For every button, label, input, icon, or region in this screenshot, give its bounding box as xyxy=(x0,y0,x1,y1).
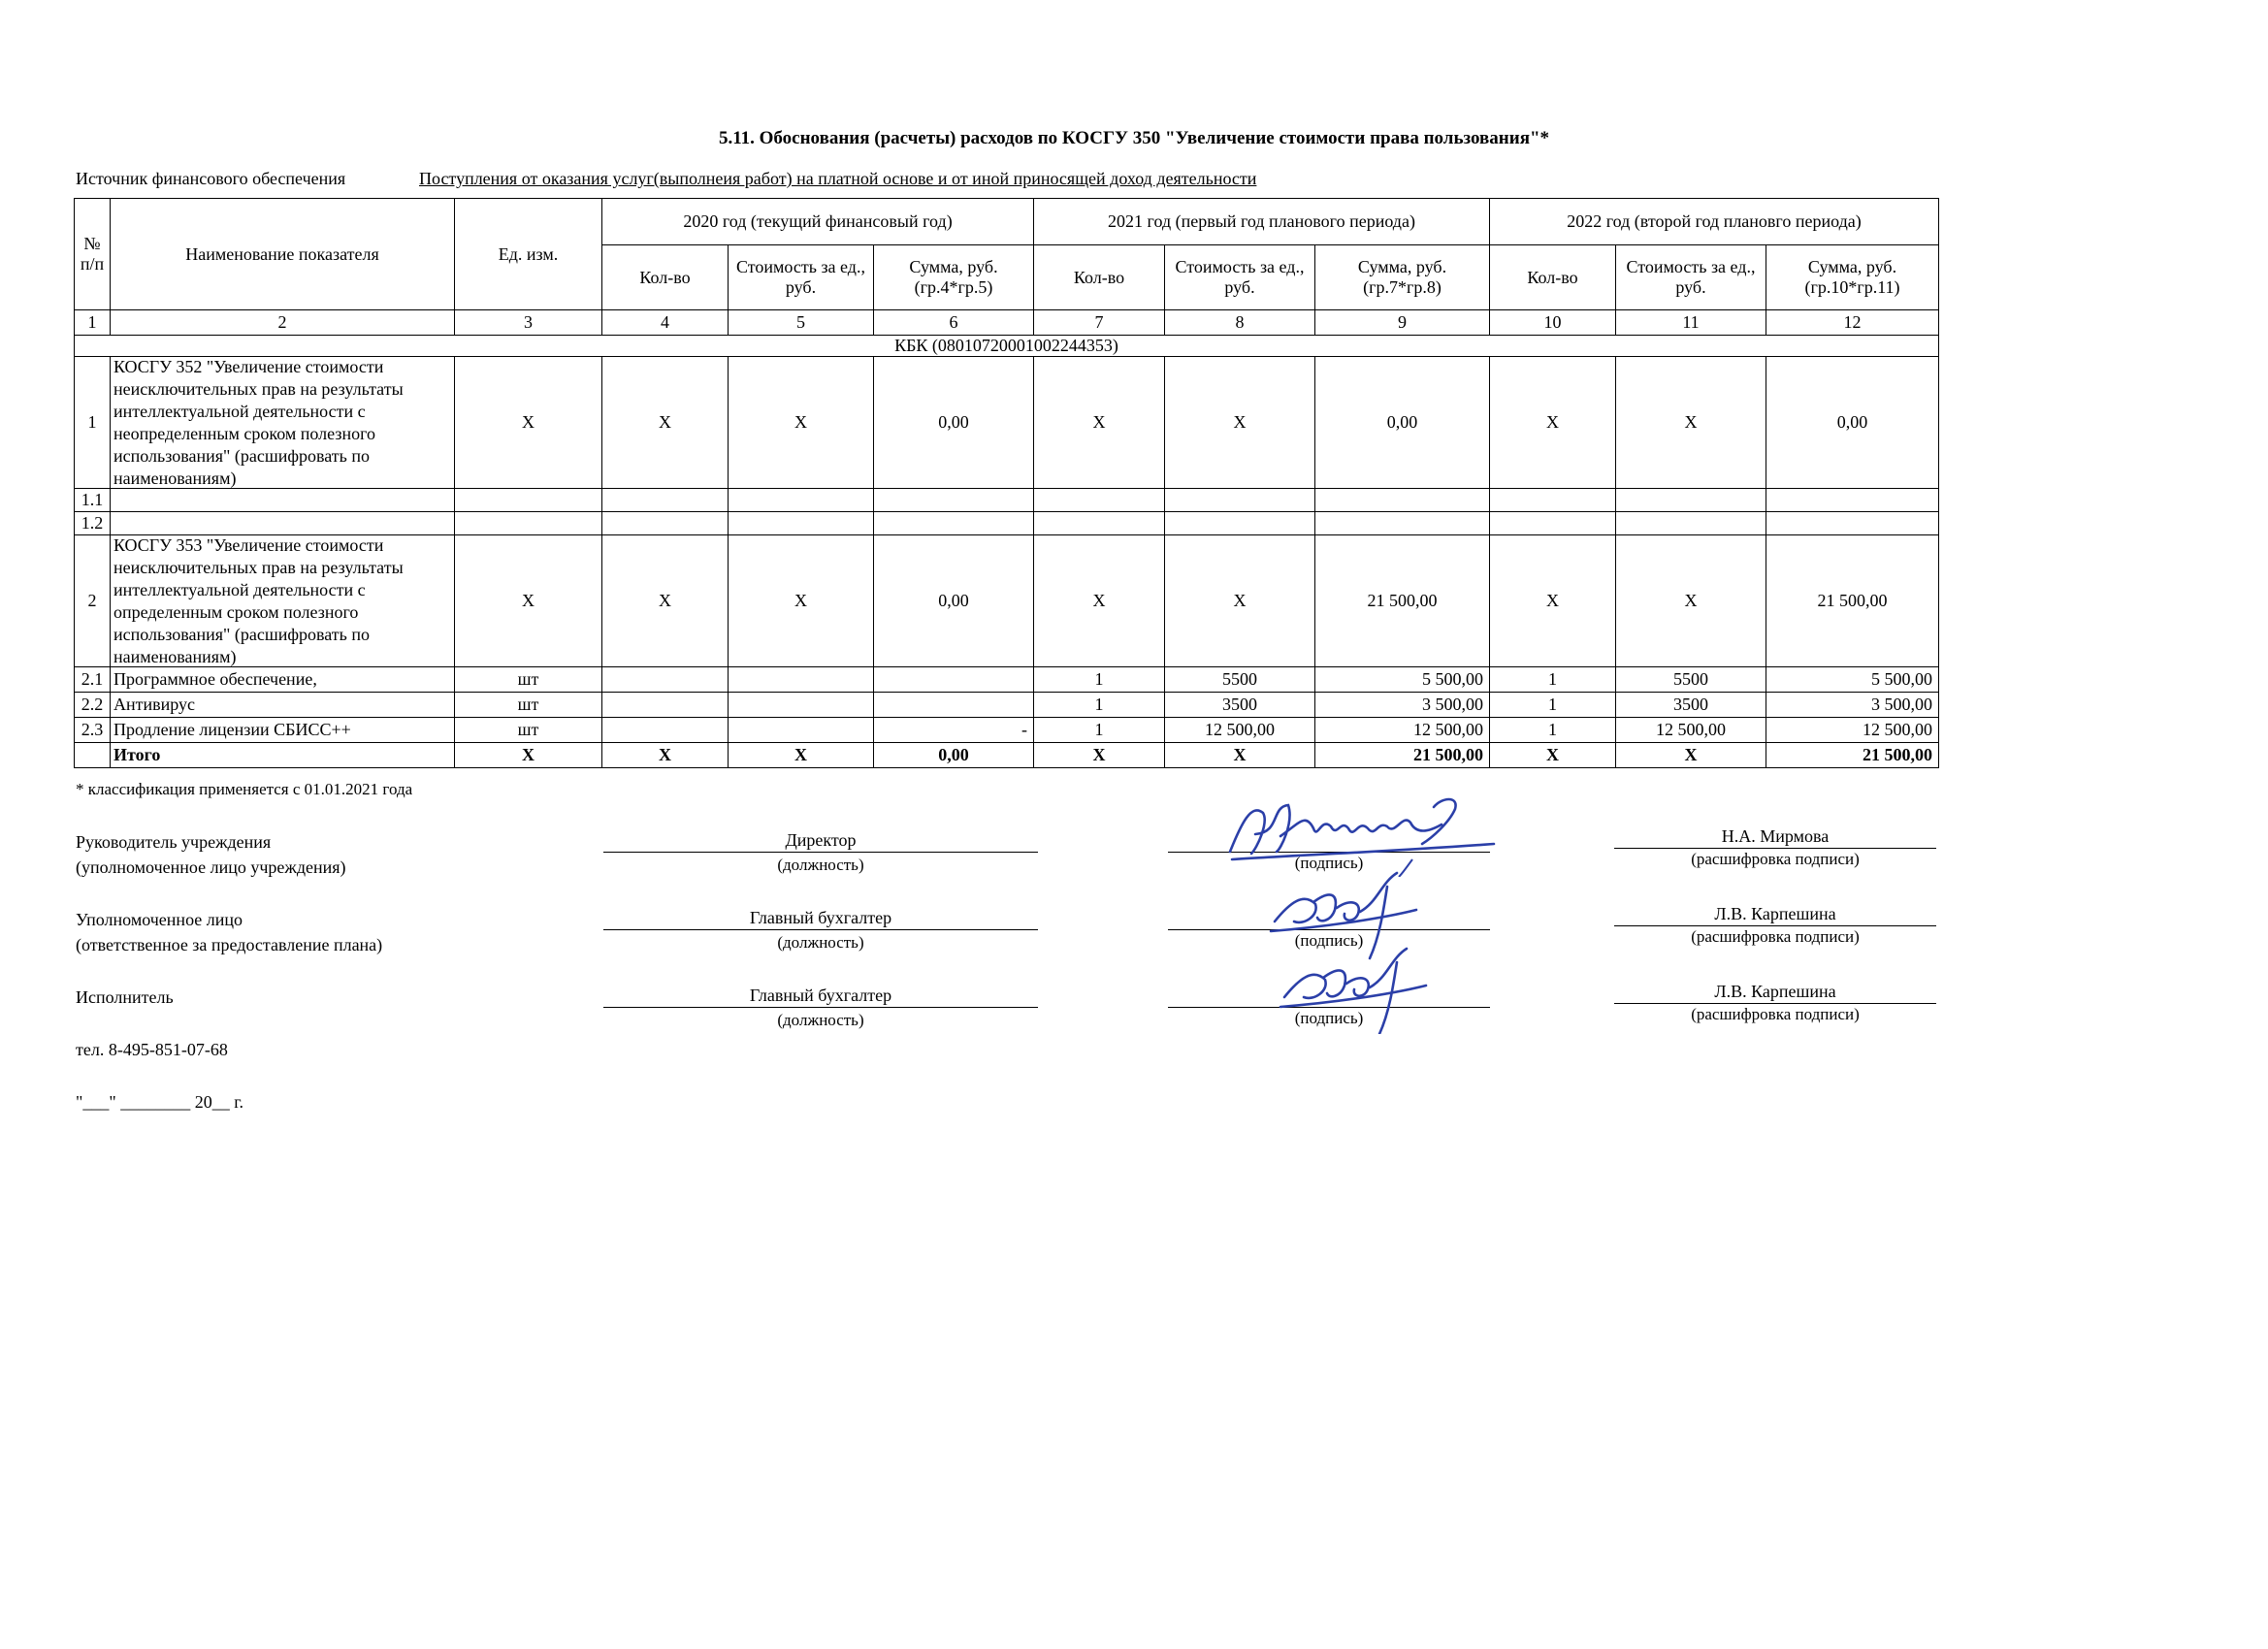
header-row-top xyxy=(75,199,1939,245)
row-price-2022 xyxy=(1616,489,1766,512)
row-sum-2021: 0,00 xyxy=(1315,357,1490,489)
row-sum-2021: 21 500,00 xyxy=(1315,535,1490,667)
position-caption: (должность) xyxy=(777,933,864,952)
row-sum-2021 xyxy=(1315,489,1490,512)
row-sum-2020: - xyxy=(874,718,1034,743)
header-price: Стоимость за ед., руб. xyxy=(1616,245,1766,310)
row-qty-2022: Х xyxy=(1490,535,1616,667)
row-qty-2021 xyxy=(1034,489,1165,512)
row-unit: шт xyxy=(455,718,602,743)
exec-signature-mark xyxy=(1271,937,1436,1034)
row-price-2020: Х xyxy=(729,535,874,667)
row-qty-2021: 1 xyxy=(1034,693,1165,718)
kbk-code: КБК (08010720001002244353) xyxy=(75,336,1939,357)
total-qty-2021: Х xyxy=(1034,743,1165,768)
row-price-2022 xyxy=(1616,512,1766,535)
row-qty-2020: Х xyxy=(602,357,729,489)
row-price-2022: 5500 xyxy=(1616,667,1766,693)
row-sum-2022: 21 500,00 xyxy=(1766,535,1939,667)
auth-position-line xyxy=(603,929,1038,930)
row-sum-2021 xyxy=(1315,512,1490,535)
header-year-2022: 2022 год (второй год плановго периода) xyxy=(1490,199,1939,245)
row-qty-2022 xyxy=(1490,512,1616,535)
auth-position: Главный бухгалтер xyxy=(749,908,892,927)
auth-name: Л.В. Карпешина xyxy=(1714,904,1836,923)
row-unit xyxy=(455,489,602,512)
header-year-2020: 2020 год (текущий финансовый год) xyxy=(602,199,1034,245)
total-price-2022: Х xyxy=(1616,743,1766,768)
row-sum-2020 xyxy=(874,489,1034,512)
header-unit: Ед. изм. xyxy=(455,199,602,310)
row-num: 2.1 xyxy=(75,667,111,693)
column-number: 5 xyxy=(729,310,874,336)
header-sum: Сумма, руб. (гр.10*гр.11) xyxy=(1766,245,1939,310)
row-name: КОСГУ 352 "Увеличение стоимости неисключительных прав на результаты интеллектуальной деятельности с неопределенным сроком полезного использования" (расшифровать по наименованиям) xyxy=(111,357,455,489)
row-qty-2020 xyxy=(602,718,729,743)
header-sum: Сумма, руб. (гр.7*гр.8) xyxy=(1315,245,1490,310)
total-unit: Х xyxy=(455,743,602,768)
page-title: 5.11. Обоснования (расчеты) расходов по КОСГУ 350 "Увеличение стоимости права пользования"* xyxy=(718,128,1550,148)
total-sum-2020: 0,00 xyxy=(874,743,1034,768)
exec-name-line xyxy=(1614,1003,1936,1004)
head-position: Директор xyxy=(785,830,857,850)
row-unit xyxy=(455,512,602,535)
head-name-line xyxy=(1614,848,1936,849)
header-name: Наименование показателя xyxy=(111,199,455,310)
row-num: 1.1 xyxy=(75,489,111,512)
table-row xyxy=(75,667,1939,693)
row-qty-2021: 1 xyxy=(1034,667,1165,693)
column-number: 11 xyxy=(1616,310,1766,336)
column-number: 7 xyxy=(1034,310,1165,336)
row-price-2020 xyxy=(729,718,874,743)
column-number: 4 xyxy=(602,310,729,336)
column-number: 1 xyxy=(75,310,111,336)
row-qty-2021: Х xyxy=(1034,357,1165,489)
column-number: 2 xyxy=(111,310,455,336)
position-caption: (должность) xyxy=(777,1011,864,1029)
total-row xyxy=(75,743,1939,768)
table-row xyxy=(75,535,1939,667)
exec-label: Исполнитель xyxy=(76,987,174,1007)
row-sum-2020 xyxy=(874,512,1034,535)
row-price-2020 xyxy=(729,693,874,718)
row-qty-2020 xyxy=(602,489,729,512)
total-sum-2022: 21 500,00 xyxy=(1766,743,1939,768)
head-name: Н.А. Мирмова xyxy=(1721,826,1830,846)
row-sum-2022: 3 500,00 xyxy=(1766,693,1939,718)
row-sum-2022: 0,00 xyxy=(1766,357,1939,489)
row-price-2021: 3500 xyxy=(1165,693,1315,718)
date-line: "___" ________ 20__ г. xyxy=(76,1092,244,1112)
row-sum-2022 xyxy=(1766,512,1939,535)
row-qty-2022: 1 xyxy=(1490,693,1616,718)
row-qty-2020 xyxy=(602,512,729,535)
name-caption: (расшифровка подписи) xyxy=(1691,850,1860,868)
total-price-2020: Х xyxy=(729,743,874,768)
footnote: * классификация применяется с 01.01.2021 года xyxy=(76,780,413,798)
row-unit: шт xyxy=(455,693,602,718)
name-caption: (расшифровка подписи) xyxy=(1691,1005,1860,1023)
phone: тел. 8-495-851-07-68 xyxy=(76,1040,228,1059)
head-position-line xyxy=(603,852,1038,853)
row-name: Продление лицензии СБИСС++ xyxy=(111,718,455,743)
row-price-2022: 12 500,00 xyxy=(1616,718,1766,743)
row-qty-2020 xyxy=(602,667,729,693)
column-number: 8 xyxy=(1165,310,1315,336)
header-price: Стоимость за ед., руб. xyxy=(1165,245,1315,310)
row-sum-2022 xyxy=(1766,489,1939,512)
total-qty-2020: Х xyxy=(602,743,729,768)
header-year-2021: 2021 год (первый год планового периода) xyxy=(1034,199,1490,245)
row-num: 2.2 xyxy=(75,693,111,718)
column-number: 3 xyxy=(455,310,602,336)
row-qty-2021: Х xyxy=(1034,535,1165,667)
head-sublabel: (уполномоченное лицо учреждения) xyxy=(76,857,346,877)
signature-caption: (подпись) xyxy=(1294,1009,1364,1027)
row-qty-2021: 1 xyxy=(1034,718,1165,743)
row-sum-2020: 0,00 xyxy=(874,535,1034,667)
column-number: 6 xyxy=(874,310,1034,336)
row-price-2022: Х xyxy=(1616,357,1766,489)
header-num: № п/п xyxy=(75,199,111,310)
row-sum-2021: 5 500,00 xyxy=(1315,667,1490,693)
total-qty-2022: Х xyxy=(1490,743,1616,768)
row-price-2022: Х xyxy=(1616,535,1766,667)
exec-position: Главный бухгалтер xyxy=(749,986,892,1005)
name-caption: (расшифровка подписи) xyxy=(1691,927,1860,946)
row-sum-2022: 5 500,00 xyxy=(1766,667,1939,693)
header-price: Стоимость за ед., руб. xyxy=(729,245,874,310)
row-price-2021: Х xyxy=(1165,357,1315,489)
column-number: 9 xyxy=(1315,310,1490,336)
column-number: 12 xyxy=(1766,310,1939,336)
row-price-2021: Х xyxy=(1165,535,1315,667)
row-sum-2020 xyxy=(874,693,1034,718)
header-qty: Кол-во xyxy=(1034,245,1165,310)
row-num: 2.3 xyxy=(75,718,111,743)
position-caption: (должность) xyxy=(777,856,864,874)
signature-caption: (подпись) xyxy=(1294,931,1364,950)
total-sum-2021: 21 500,00 xyxy=(1315,743,1490,768)
row-qty-2022: 1 xyxy=(1490,718,1616,743)
row-num: 1 xyxy=(75,357,111,489)
header-qty: Кол-во xyxy=(1490,245,1616,310)
row-price-2020 xyxy=(729,667,874,693)
table-row xyxy=(75,512,1939,535)
header-qty: Кол-во xyxy=(602,245,729,310)
header-sum: Сумма, руб. (гр.4*гр.5) xyxy=(874,245,1034,310)
row-sum-2020 xyxy=(874,667,1034,693)
kbk-row xyxy=(75,336,1939,357)
row-sum-2022: 12 500,00 xyxy=(1766,718,1939,743)
signature-caption: (подпись) xyxy=(1294,854,1364,872)
row-qty-2020: Х xyxy=(602,535,729,667)
row-price-2021 xyxy=(1165,512,1315,535)
exec-name: Л.В. Карпешина xyxy=(1714,982,1836,1001)
row-price-2021: 5500 xyxy=(1165,667,1315,693)
row-sum-2021: 12 500,00 xyxy=(1315,718,1490,743)
funding-source-label: Источник финансового обеспечения xyxy=(76,169,346,188)
total-label: Итого xyxy=(111,743,455,768)
row-qty-2022: Х xyxy=(1490,357,1616,489)
row-sum-2021: 3 500,00 xyxy=(1315,693,1490,718)
total-num xyxy=(75,743,111,768)
row-name: Программное обеспечение, xyxy=(111,667,455,693)
row-sum-2020: 0,00 xyxy=(874,357,1034,489)
table-row xyxy=(75,693,1939,718)
auth-label: Уполномоченное лицо xyxy=(76,910,243,929)
row-price-2020 xyxy=(729,489,874,512)
row-name xyxy=(111,512,455,535)
row-qty-2022: 1 xyxy=(1490,667,1616,693)
row-price-2020: Х xyxy=(729,357,874,489)
row-price-2022: 3500 xyxy=(1616,693,1766,718)
funding-source-value: Поступления от оказания услуг(выполнеия работ) на платной основе и от иной приносящей доход деятельности xyxy=(419,169,1257,188)
row-name: Антивирус xyxy=(111,693,455,718)
row-name: КОСГУ 353 "Увеличение стоимости неисключительных прав на результаты интеллектуальной деятельности с определенным сроком полезного использования" (расшифровать по наименованиям) xyxy=(111,535,455,667)
row-qty-2020 xyxy=(602,693,729,718)
head-label: Руководитель учреждения xyxy=(76,832,272,852)
row-unit: Х xyxy=(455,357,602,489)
table-row xyxy=(75,489,1939,512)
table-row xyxy=(75,357,1939,489)
row-price-2021 xyxy=(1165,489,1315,512)
column-number: 10 xyxy=(1490,310,1616,336)
total-price-2021: Х xyxy=(1165,743,1315,768)
table-row xyxy=(75,718,1939,743)
exec-position-line xyxy=(603,1007,1038,1008)
row-num: 2 xyxy=(75,535,111,667)
row-name xyxy=(111,489,455,512)
row-price-2021: 12 500,00 xyxy=(1165,718,1315,743)
expense-table xyxy=(74,198,1939,768)
row-price-2020 xyxy=(729,512,874,535)
column-number-row xyxy=(75,310,1939,336)
auth-name-line xyxy=(1614,925,1936,926)
auth-sublabel: (ответственное за предоставление плана) xyxy=(76,935,383,954)
row-unit: Х xyxy=(455,535,602,667)
row-qty-2022 xyxy=(1490,489,1616,512)
row-num: 1.2 xyxy=(75,512,111,535)
row-qty-2021 xyxy=(1034,512,1165,535)
row-unit: шт xyxy=(455,667,602,693)
